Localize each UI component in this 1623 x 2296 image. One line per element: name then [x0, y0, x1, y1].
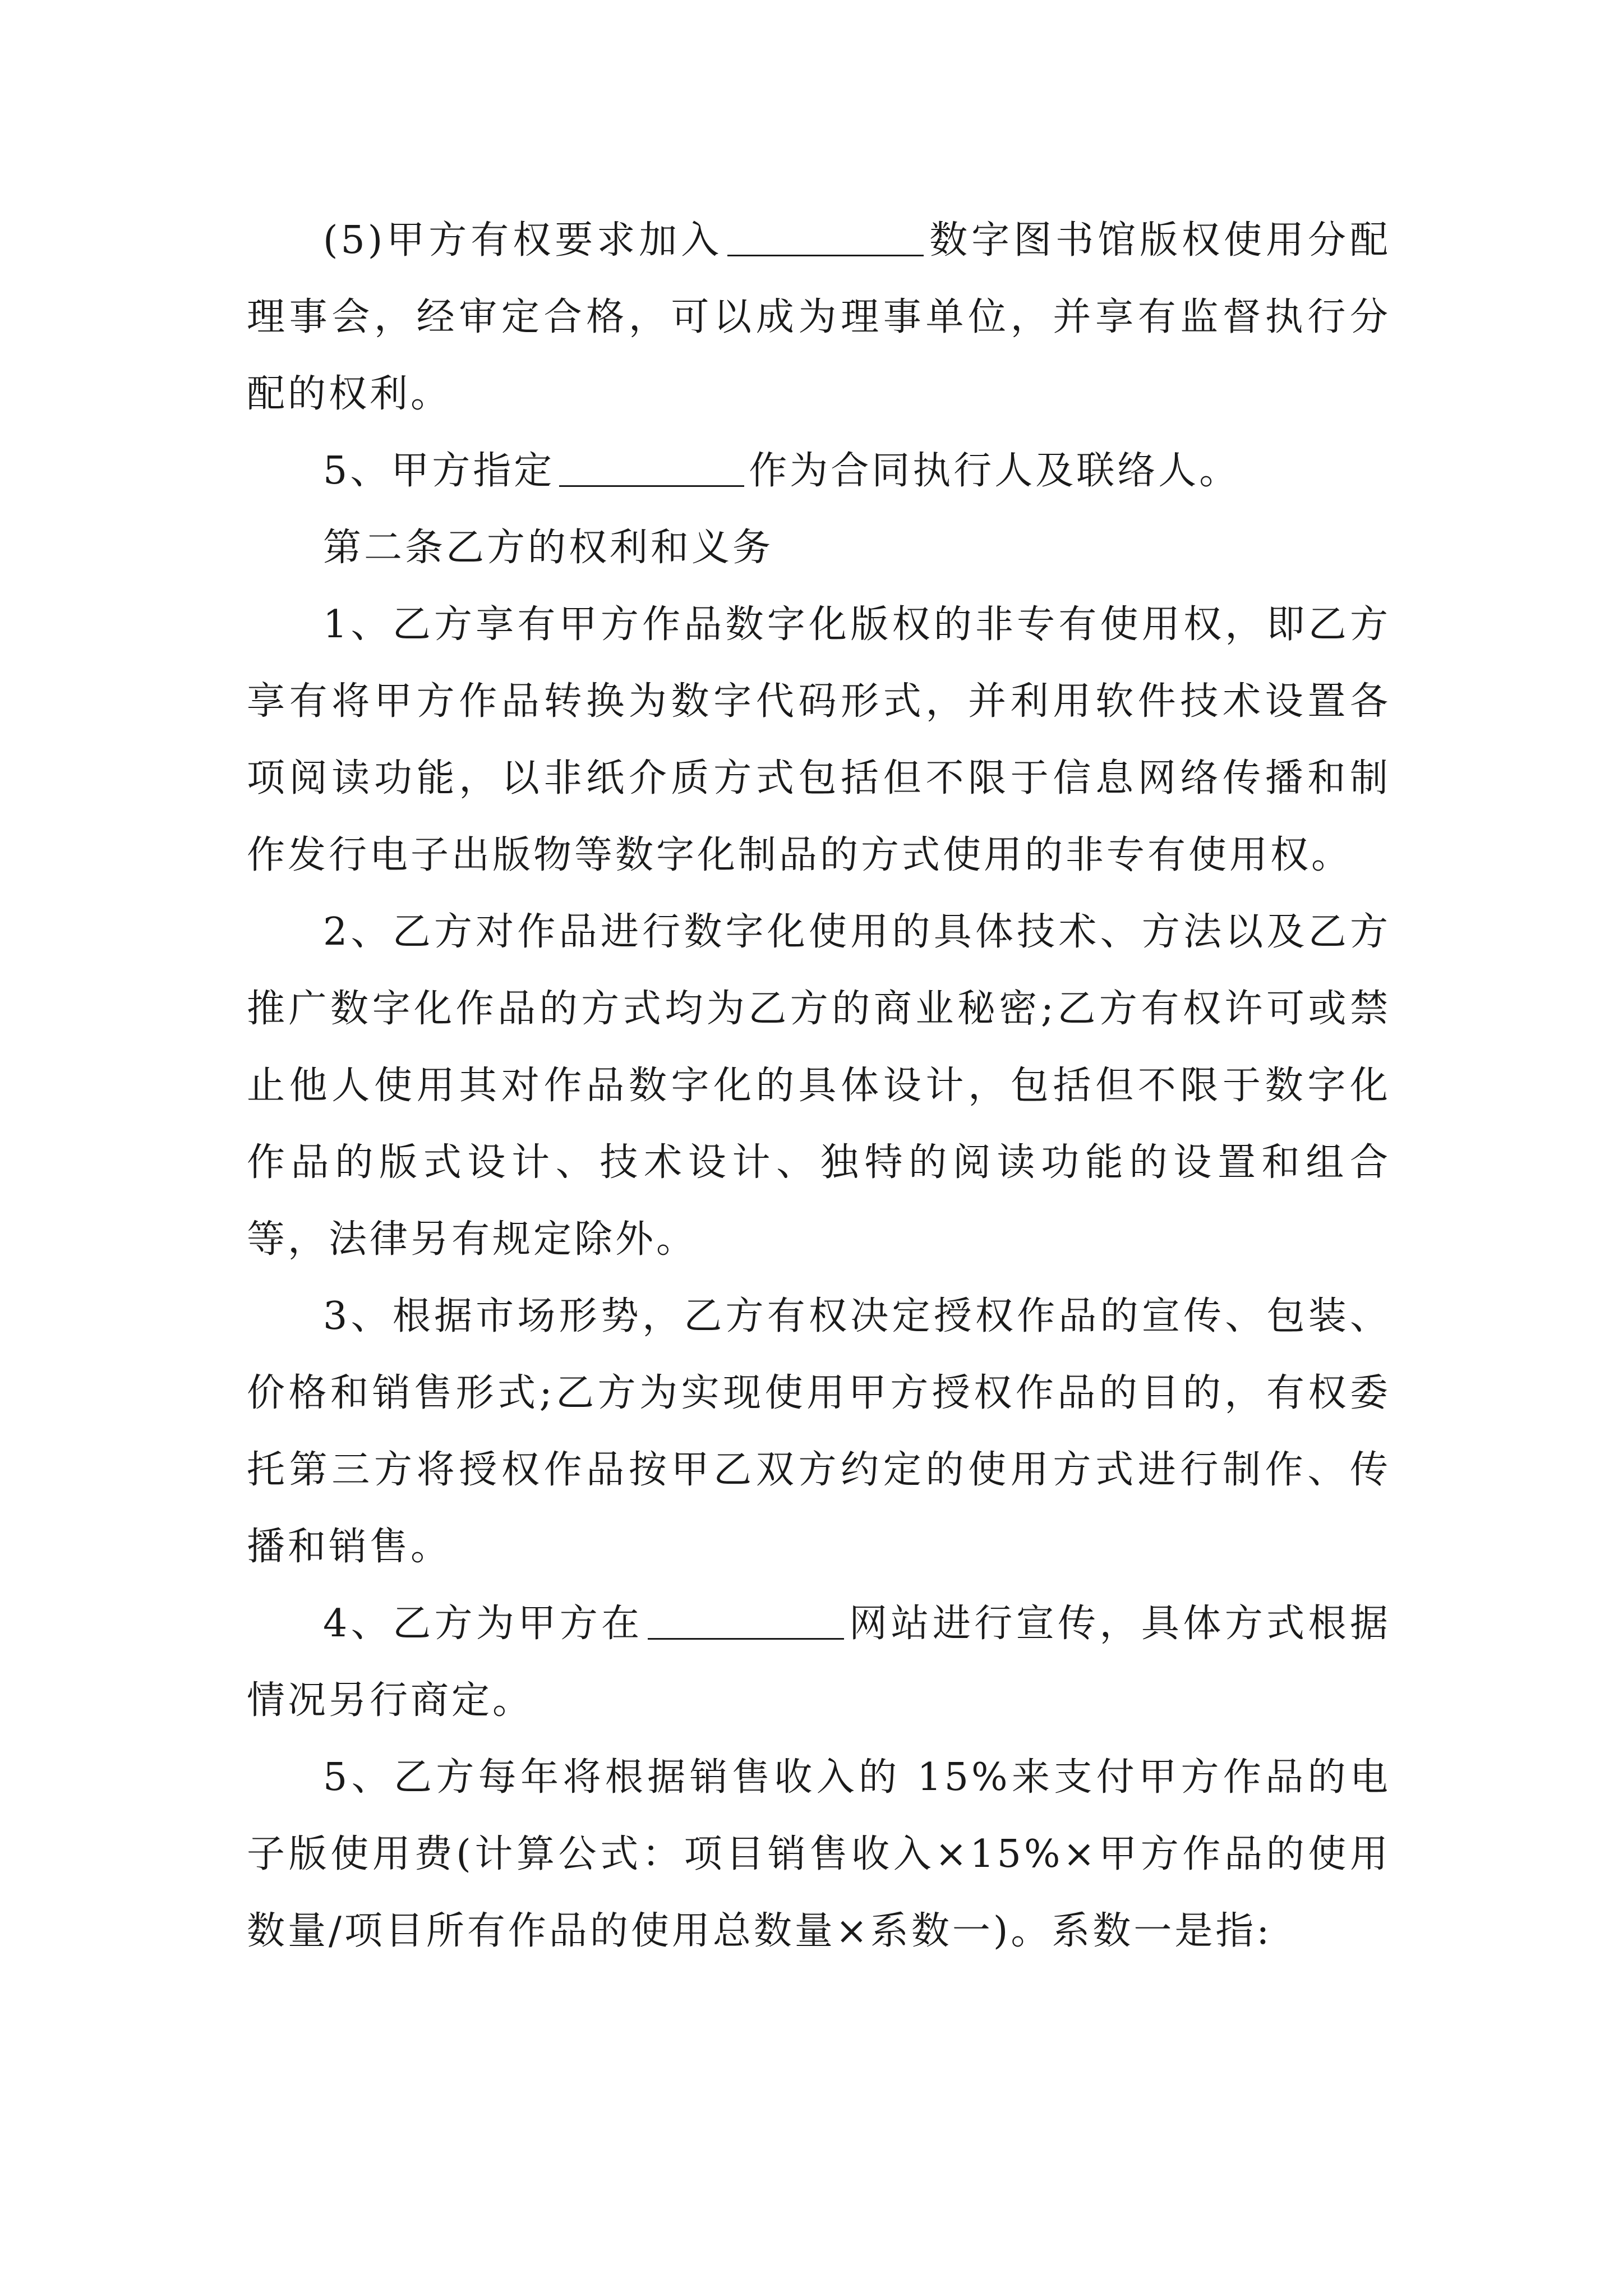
- section-heading-article-two: 第二条乙方的权利和义务: [323, 526, 774, 570]
- paragraph-council-right-text-start: (5)甲方有权要求加入: [323, 218, 723, 263]
- blank-line: [648, 1638, 844, 1640]
- paragraph-contract-contact-text-start: 5、甲方指定: [323, 449, 555, 493]
- paragraph-clause-4: [247, 1585, 1391, 1739]
- paragraph-council-right: [247, 202, 1391, 432]
- paragraph-contract-contact: [247, 432, 1391, 509]
- paragraph-clause-2: 2、乙方对作品进行数字化使用的具体技术、方法以及乙方推广数字化作品的方式均为乙方的商业秘密;乙方有权许可或禁止他人使用其对作品数字化的具体设计，包括但不限于数字化作品的版式设计、技术设计、独特的阅读功能的设置和组合等，法律另有规定除外。: [247, 910, 1391, 1262]
- paragraph-clause-4-text-end: 网站进行宣传，具体方式根据情况另行商定。: [247, 1602, 1391, 1723]
- paragraph-clause-4-text-start: 4、乙方为甲方在: [323, 1602, 643, 1646]
- blank-line: [727, 255, 924, 256]
- paragraph-council-right-text-end: 数字图书馆版权使用分配理事会，经审定合格，可以成为理事单位，并享有监督执行分配的权利。: [247, 218, 1391, 416]
- paragraph-contract-contact-text-end: 作为合同执行人及联络人。: [749, 449, 1241, 493]
- paragraph-clause-5: 5、乙方每年将根据销售收入的 15%来支付甲方作品的电子版使用费(计算公式：项目销售收入×15%×甲方作品的使用数量/项目所有作品的使用总数量×系数一)。系数一是指:: [247, 1755, 1391, 1953]
- paragraph-clause-3: 3、根据市场形势，乙方有权决定授权作品的宣传、包装、价格和销售形式;乙方为实现使用甲方授权作品的目的，有权委托第三方将授权作品按甲乙双方约定的使用方式进行制作、传播和销售。: [247, 1294, 1391, 1569]
- blank-line: [559, 485, 744, 487]
- paragraph-clause-1: 1、乙方享有甲方作品数字化版权的非专有使用权，即乙方享有将甲方作品转换为数字代码形式，并利用软件技术设置各项阅读功能，以非纸介质方式包括但不限于信息网络传播和制作发行电子出版物等数字化制品的方式使用的非专有使用权。: [247, 602, 1391, 877]
- document-body: [247, 202, 1391, 1970]
